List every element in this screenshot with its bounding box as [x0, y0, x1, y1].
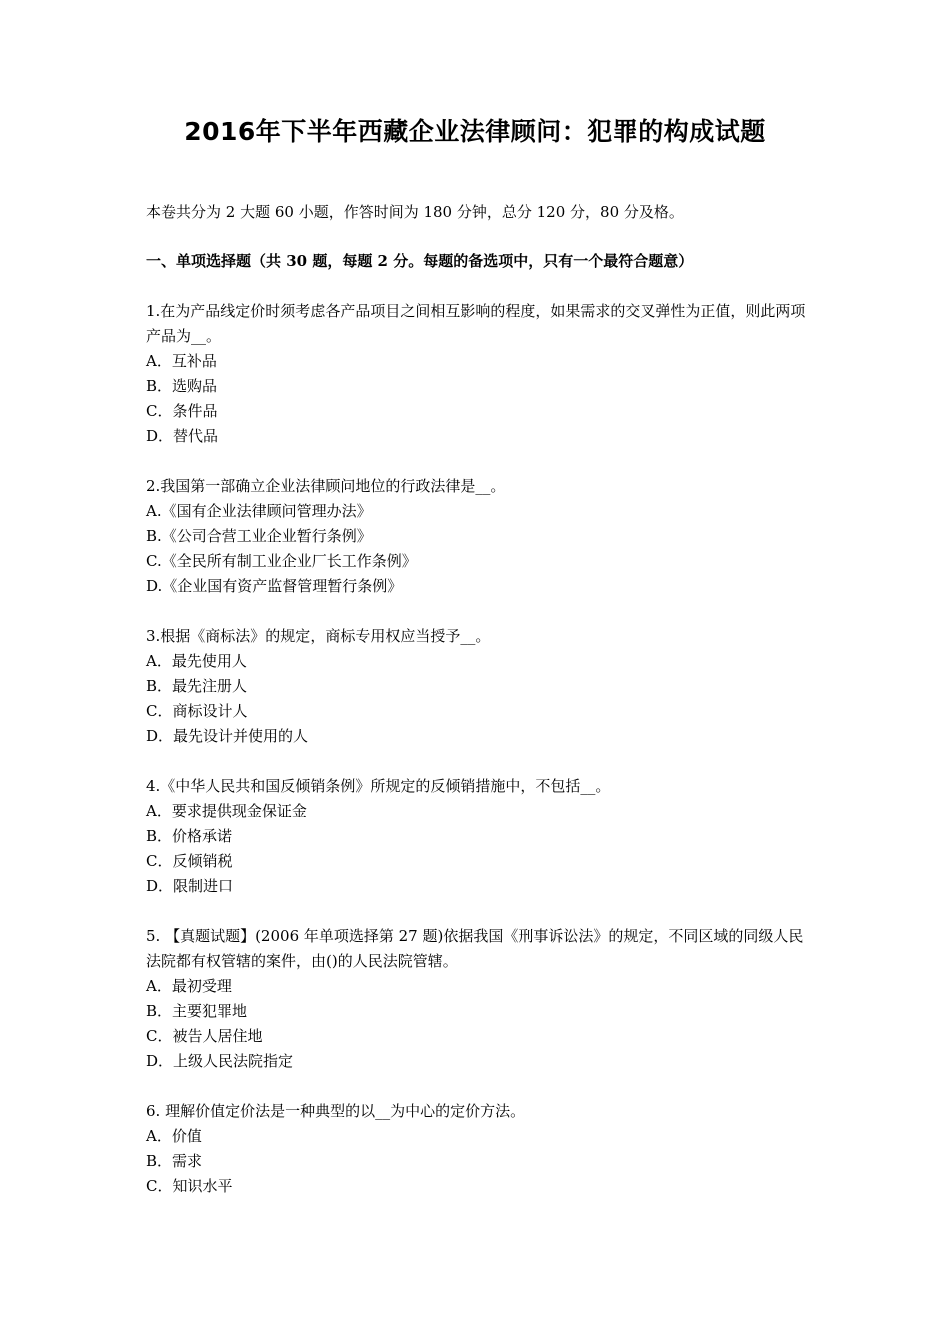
option-b: B.《公司合营工业企业暂行条例》 — [146, 527, 372, 545]
question-3 — [146, 624, 818, 749]
document-title: 2016年下半年西藏企业法律顾问：犯罪的构成试题 — [184, 117, 766, 146]
option-c: C．反倾销税 — [146, 852, 233, 870]
question-stem: 5. 【真题试题】(2006 年单项选择第 27 题)依据我国《刑事诉讼法》的规定，不同区域的同级人民法院都有权管辖的案件，由()的人民法院管辖。 — [146, 927, 804, 970]
option-b: B．最先注册人 — [146, 677, 248, 695]
option-d: D．替代品 — [146, 427, 219, 445]
option-b: B．选购品 — [146, 377, 218, 395]
option-d: D．最先设计并使用的人 — [146, 727, 309, 745]
option-a: A．价值 — [146, 1127, 202, 1145]
option-b: B．需求 — [146, 1152, 203, 1170]
exam-intro: 本卷共分为 2 大题 60 小题，作答时间为 180 分钟，总分 120 分，80 分及格。 — [146, 203, 684, 221]
question-stem: 1.在为产品线定价时须考虑各产品项目之间相互影响的程度，如果需求的交叉弹性为正值，则此两项产品为__。 — [146, 302, 806, 345]
question-stem: 3.根据《商标法》的规定，商标专用权应当授予__。 — [146, 627, 491, 645]
question-4 — [146, 774, 818, 899]
option-d: D.《企业国有资产监督管理暂行条例》 — [146, 577, 403, 595]
question-5 — [146, 924, 818, 1074]
question-list — [146, 299, 818, 1224]
question-6 — [146, 1099, 818, 1199]
option-c: C．被告人居住地 — [146, 1027, 263, 1045]
option-c: C．商标设计人 — [146, 702, 248, 720]
option-c: C.《全民所有制工业企业厂长工作条例》 — [146, 552, 417, 570]
question-2 — [146, 474, 818, 599]
question-stem: 2.我国第一部确立企业法律顾问地位的行政法律是__。 — [146, 477, 506, 495]
question-stem: 6. 理解价值定价法是一种典型的以__为中心的定价方法。 — [146, 1102, 526, 1120]
option-a: A.《国有企业法律顾问管理办法》 — [146, 502, 372, 520]
option-b: B．价格承诺 — [146, 827, 233, 845]
option-a: A．最初受理 — [146, 977, 232, 995]
section-heading: 一、单项选择题（共 30 题，每题 2 分。每题的备选项中，只有一个最符合题意） — [146, 252, 694, 270]
question-1 — [146, 299, 818, 449]
option-a: A．要求提供现金保证金 — [146, 802, 307, 820]
option-a: A．互补品 — [146, 352, 217, 370]
question-stem: 4.《中华人民共和国反倾销条例》所规定的反倾销措施中，不包括__。 — [146, 777, 611, 795]
option-d: D．限制进口 — [146, 877, 234, 895]
option-c: C．知识水平 — [146, 1177, 233, 1195]
option-d: D．上级人民法院指定 — [146, 1052, 294, 1070]
option-c: C．条件品 — [146, 402, 218, 420]
option-b: B．主要犯罪地 — [146, 1002, 248, 1020]
option-a: A．最先使用人 — [146, 652, 247, 670]
